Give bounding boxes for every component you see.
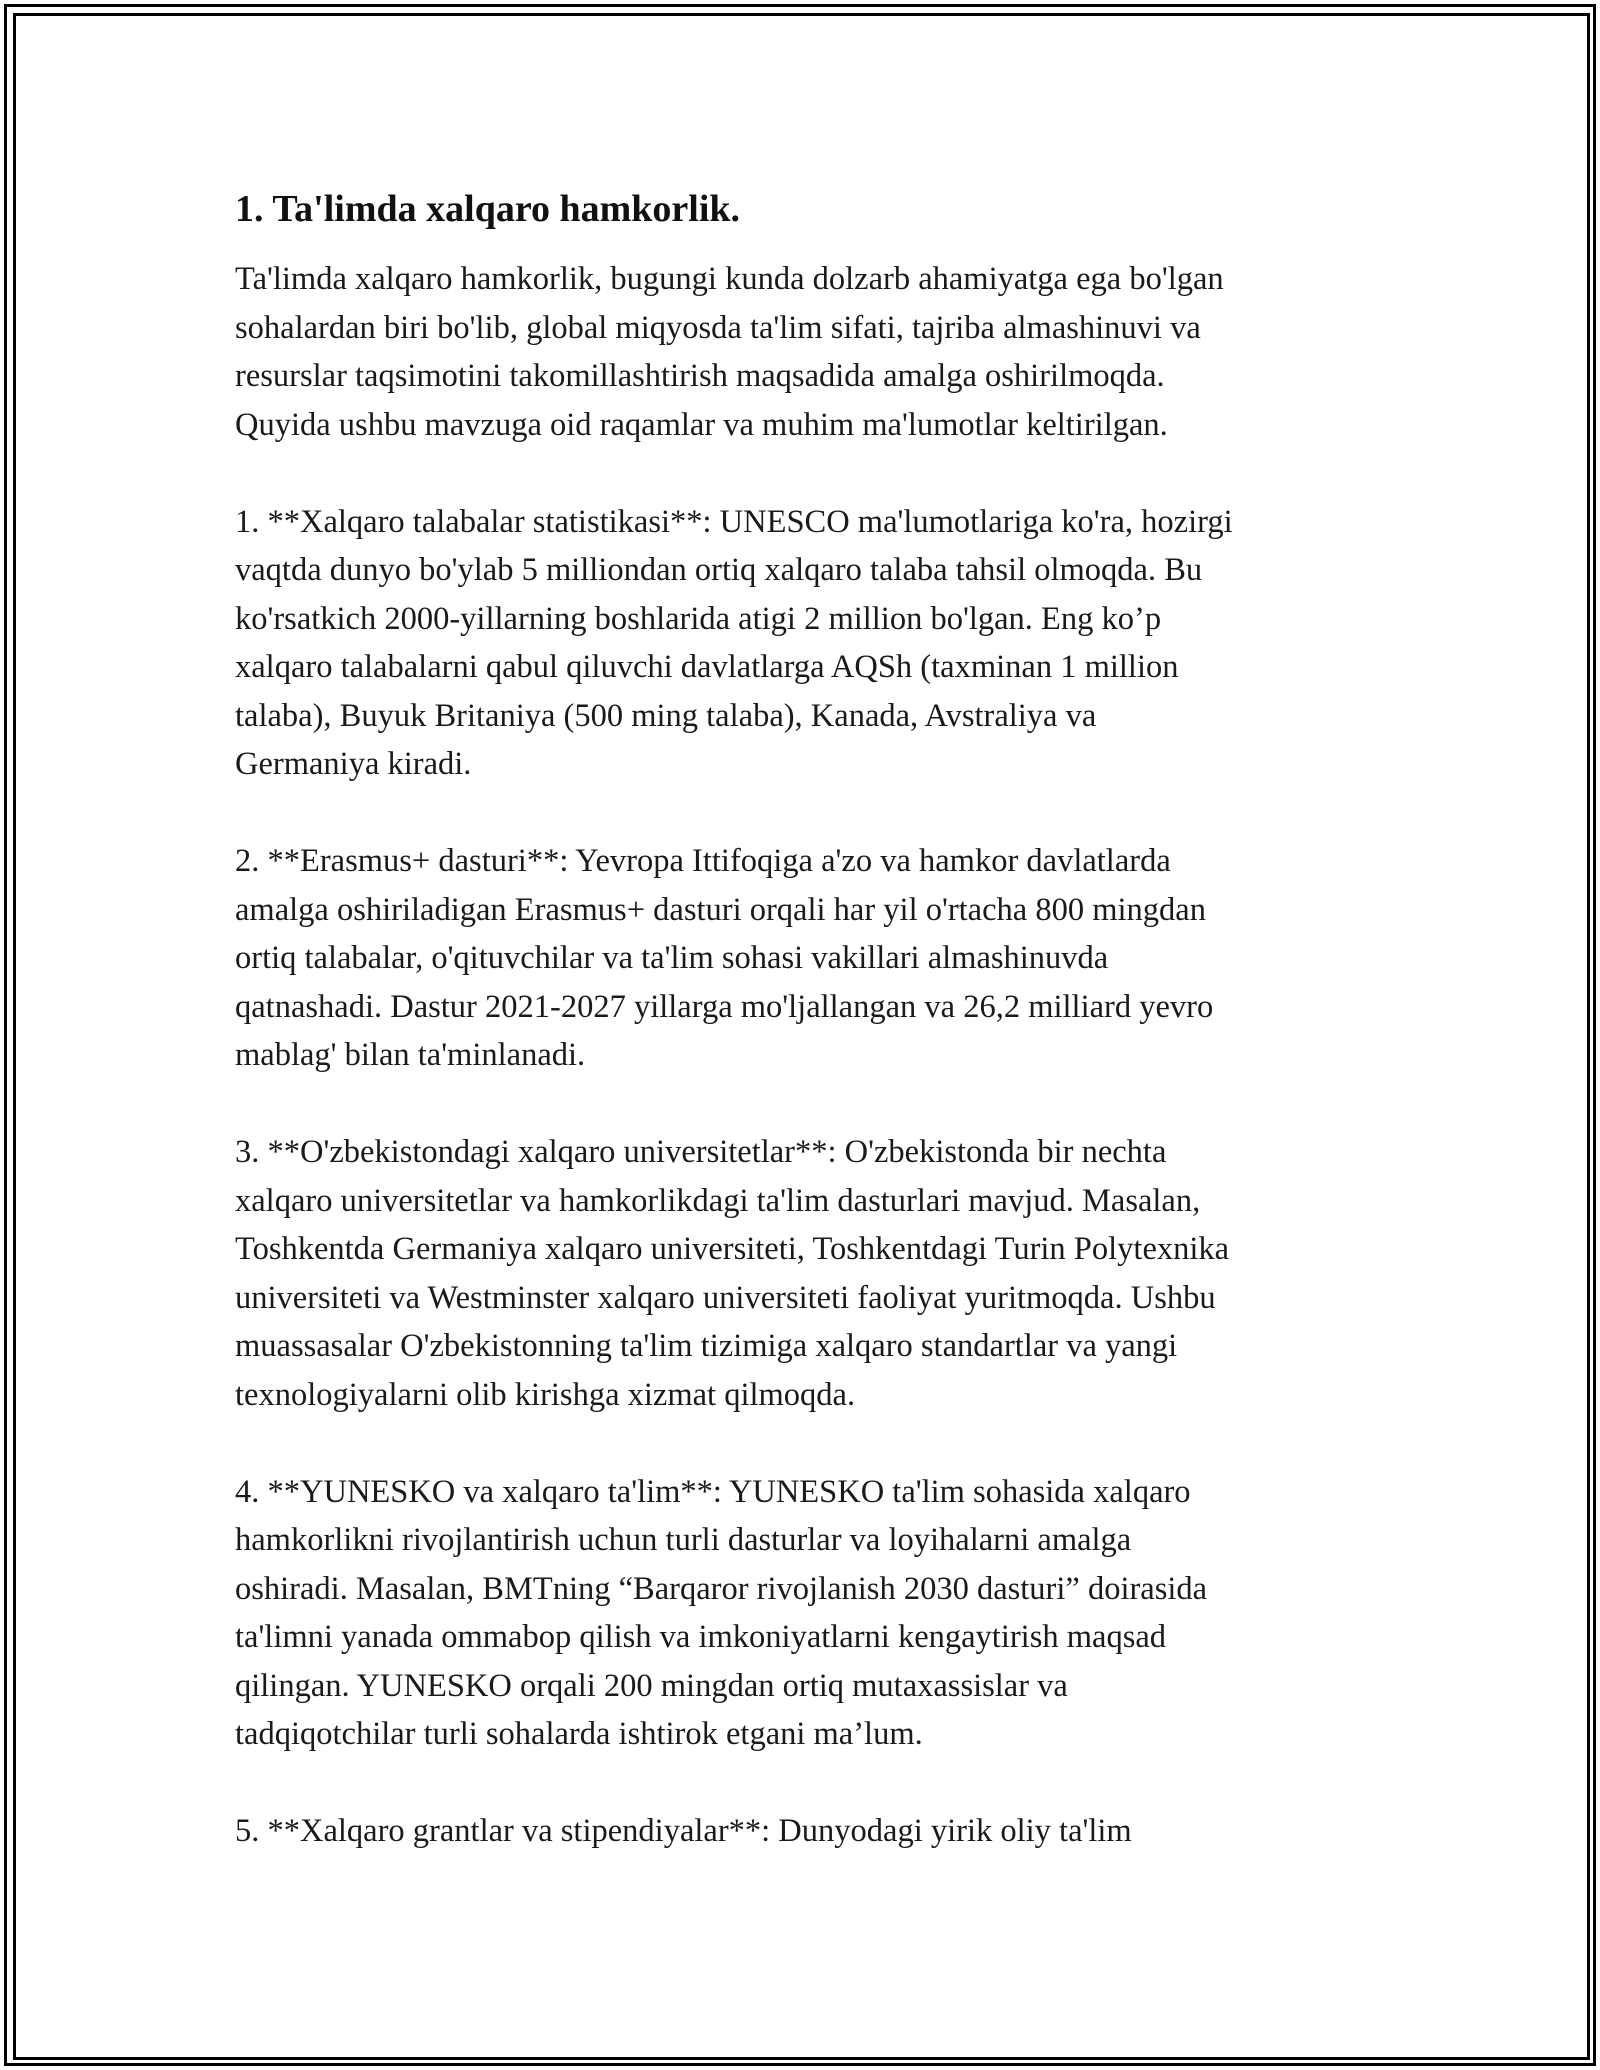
text-line: xalqaro talabalarni qabul qiluvchi davlatlarga AQSh (taxminan 1 million	[235, 649, 1179, 685]
text-line: talaba), Buyuk Britaniya (500 ming talaba), Kanada, Avstraliya va	[235, 697, 1097, 734]
text-line: amalga oshiriladigan Erasmus+ dasturi orqali har yil o'rtacha 800 mingdan	[235, 891, 1206, 928]
list-item-unesco	[235, 1468, 1395, 1759]
text-line: 4. **YUNESKO va xalqaro ta'lim**: YUNESKO ta'lim sohasida xalqaro	[235, 1473, 1191, 1510]
text-line: universiteti va Westminster xalqaro universiteti faoliyat yuritmoqda. Ushbu	[235, 1279, 1216, 1316]
text-line: tadqiqotchilar turli sohalarda ishtirok etgani ma’lum.	[235, 1716, 923, 1752]
text-line: ko'rsatkich 2000-yillarning boshlarida atigi 2 million bo'lgan. Eng ko’p	[235, 600, 1162, 637]
text-line: xalqaro universitetlar va hamkorlikdagi ta'lim dasturlari mavjud. Masalan,	[235, 1182, 1201, 1219]
text-line: Germaniya kiradi.	[235, 746, 472, 782]
text-line: 3. **O'zbekistondagi xalqaro universitetlar**: O'zbekistonda bir nechta	[235, 1134, 1167, 1170]
text-line: muassasalar O'zbekistonning ta'lim tizimiga xalqaro standartlar va yangi	[235, 1328, 1178, 1364]
text-line: Ta'limda xalqaro hamkorlik, bugungi kunda dolzarb ahamiyatga ega bo'lgan	[235, 261, 1224, 297]
text-line: 2. **Erasmus+ dasturi**: Yevropa Ittifoqiga a'zo va hamkor davlatlarda	[235, 843, 1171, 879]
section-heading: 1. Ta'limda xalqaro hamkorlik.	[235, 188, 741, 230]
text-line: texnologiyalarni olib kirishga xizmat qilmoqda.	[235, 1376, 856, 1413]
text-line: qatnashadi. Dastur 2021-2027 yillarga mo'ljallangan va 26,2 milliard yevro	[235, 988, 1214, 1025]
list-item-uzbek-universities	[235, 1128, 1395, 1419]
text-line: oshiradi. Masalan, BMTning “Barqaror rivojlanish 2030 dasturi” doirasida	[235, 1570, 1208, 1607]
text-line: qilingan. YUNESKO orqali 200 mingdan ortiq mutaxassislar va	[235, 1667, 1068, 1704]
list-item-grants	[235, 1807, 1395, 1856]
text-line: Quyida ushbu mavzuga oid raqamlar va muhim ma'lumotlar keltirilgan.	[235, 406, 1168, 443]
text-line: hamkorlikni rivojlantirish uchun turli dasturlar va loyihalarni amalga	[235, 1522, 1132, 1558]
text-line: 1. **Xalqaro talabalar statistikasi**: UNESCO ma'lumotlariga ko'ra, hozirgi	[235, 503, 1233, 540]
text-line: ta'limni yanada ommabop qilish va imkoniyatlarni kengaytirish maqsad	[235, 1619, 1167, 1655]
text-line: 5. **Xalqaro grantlar va stipendiyalar**: Dunyodagi yirik oliy ta'lim	[235, 1813, 1132, 1849]
text-line: vaqtda dunyo bo'ylab 5 milliondan ortiq xalqaro talaba tahsil olmoqda. Bu	[235, 552, 1203, 588]
list-item-international-students	[235, 498, 1395, 789]
text-line: resurslar taqsimotini takomillashtirish maqsadida amalga oshirilmoqda.	[235, 358, 1165, 394]
text-line: mablag' bilan ta'minlanadi.	[235, 1037, 586, 1073]
document-body	[235, 185, 1395, 1904]
text-line: Toshkentda Germaniya xalqaro universiteti, Toshkentdagi Turin Polytexnika	[235, 1231, 1230, 1267]
intro-paragraph	[235, 255, 1395, 449]
text-line: ortiq talabalar, o'qituvchilar va ta'lim sohasi vakillari almashinuvda	[235, 940, 1109, 976]
list-item-erasmus	[235, 837, 1395, 1080]
text-line: sohalardan biri bo'lib, global miqyosda ta'lim sifati, tajriba almashinuvi va	[235, 309, 1201, 346]
